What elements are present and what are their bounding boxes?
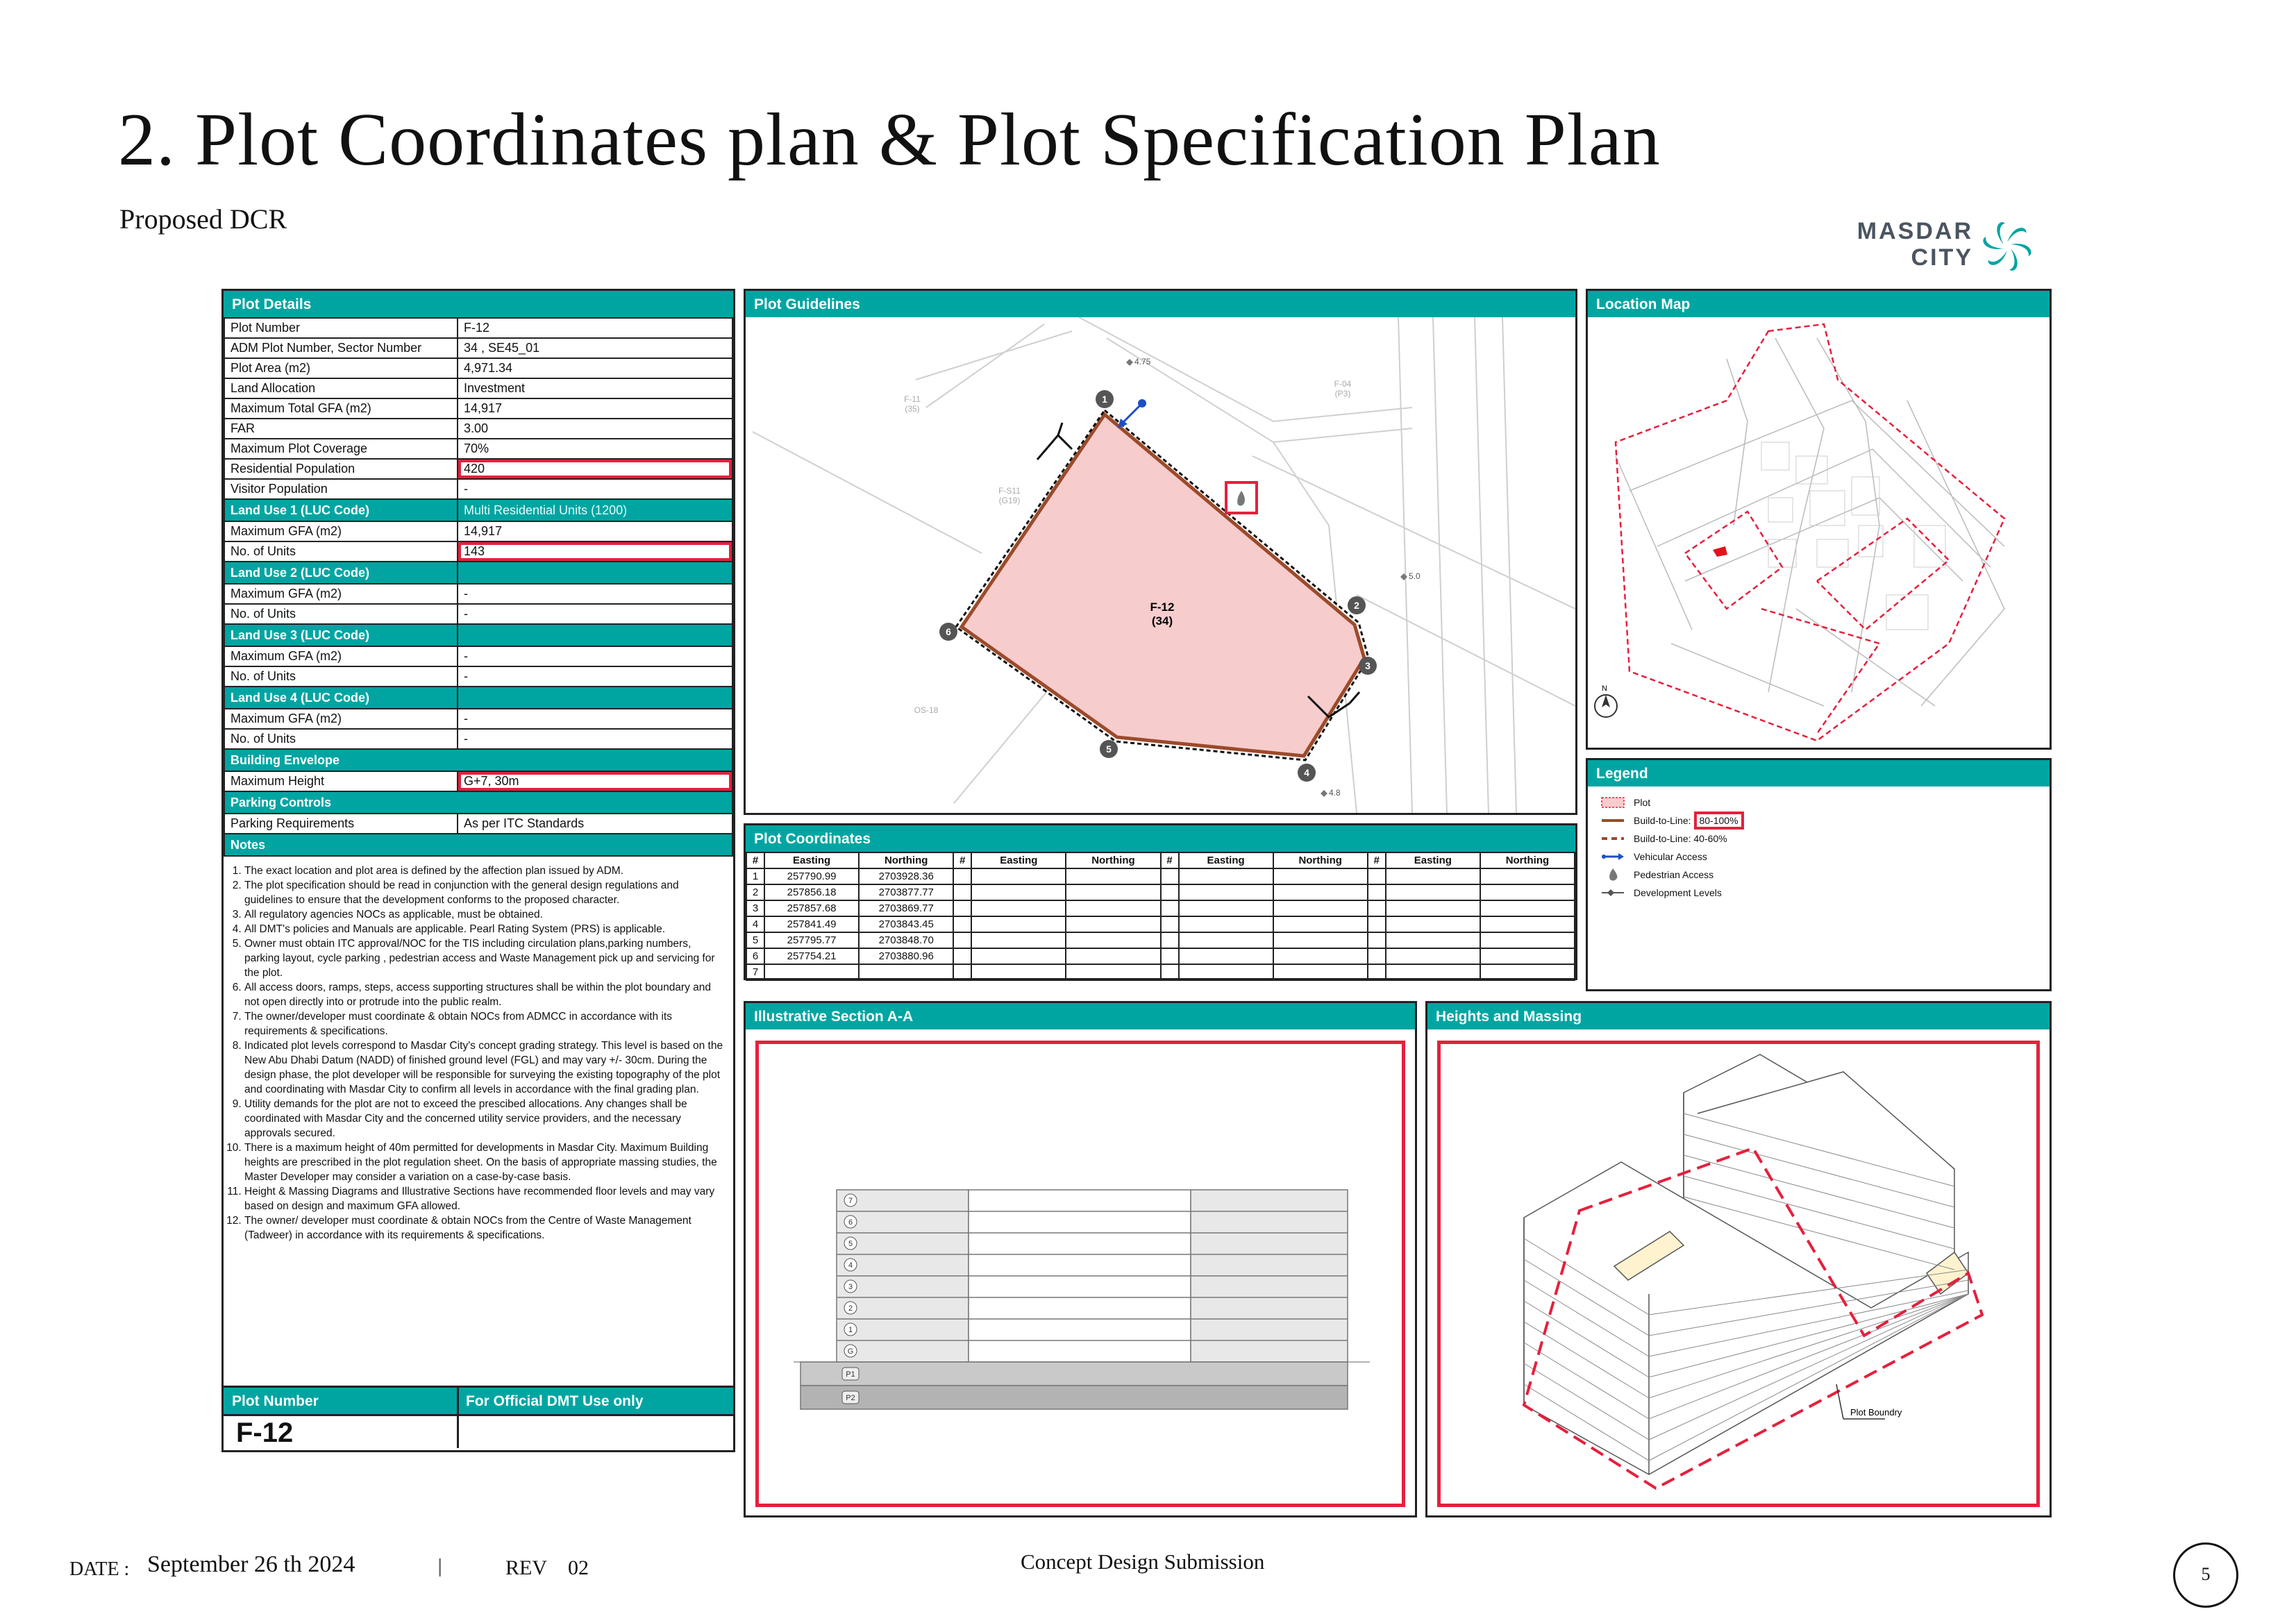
table-row	[224, 358, 732, 378]
official-use-box	[457, 1414, 733, 1448]
coord-northing: 2703848.70	[859, 932, 953, 948]
section-row	[224, 687, 732, 709]
table-row	[224, 419, 732, 439]
land-use-1-code: Multi Residential Units (1200)	[458, 499, 732, 521]
basement-label: P2	[846, 1394, 855, 1402]
row-value: 14,917	[458, 398, 732, 419]
row-label: Maximum GFA (m2)	[224, 646, 458, 666]
table-row	[224, 439, 732, 459]
table-row	[746, 884, 1575, 900]
table-row	[746, 932, 1575, 948]
floor-label: 6	[848, 1218, 853, 1227]
footer-rev-label: REV	[505, 1556, 547, 1579]
note-item: 3. All regulatory agencies NOCs as applicable, must be obtained.	[244, 907, 728, 922]
table-row	[746, 948, 1575, 964]
row-value: -	[458, 479, 732, 499]
table-row	[224, 521, 732, 541]
row-label: No. of Units	[224, 729, 458, 749]
plot-guidelines-heading: Plot Guidelines	[746, 291, 1575, 317]
legend-item	[1588, 866, 2050, 884]
neighbor-label: OS-18	[914, 705, 939, 715]
heights-massing-panel	[1425, 1001, 2052, 1517]
row-value: 4,971.34	[458, 358, 732, 378]
neighbor-label: F-S11	[998, 486, 1021, 496]
column-header: #	[746, 852, 764, 868]
vertex-label: 5	[1106, 743, 1112, 755]
column-header: Northing	[859, 852, 953, 868]
coord-index: 4	[746, 916, 764, 932]
legend-label: Development Levels	[1634, 887, 1722, 898]
neighbor-label: (35)	[905, 404, 920, 414]
row-value: 70%	[458, 439, 732, 459]
table-row	[224, 584, 732, 604]
coordinates-table	[746, 852, 1575, 981]
section-row	[224, 749, 732, 771]
table-row	[224, 729, 732, 749]
legend-label: Build-to-Line:	[1634, 815, 1691, 826]
note-item: 5. Owner must obtain ITC approval/NOC for the TIS including circulation plans,parking numbers, parking layout, cycle parking , pedestrian access and Waste Management pick up and servicing for the plot.	[244, 936, 728, 980]
footer-date-label: DATE :	[69, 1558, 130, 1580]
row-label: Parking Requirements	[224, 814, 458, 834]
row-value: -	[458, 709, 732, 729]
plot-guidelines-map	[746, 317, 1575, 813]
table-row	[224, 604, 732, 624]
plot-number-value: F-12	[224, 1414, 457, 1448]
floor-label: 4	[848, 1261, 853, 1270]
column-header: Easting	[764, 852, 859, 868]
floor-label: 2	[848, 1304, 853, 1313]
table-row	[746, 964, 1575, 980]
location-map-panel	[1586, 289, 2052, 750]
row-label: Plot Number	[224, 318, 458, 338]
massing-frame	[1437, 1041, 2040, 1507]
legend-item	[1588, 884, 2050, 902]
coord-index: 5	[746, 932, 764, 948]
row-value: As per ITC Standards	[458, 814, 732, 834]
table-row	[224, 666, 732, 687]
section-row	[224, 562, 732, 584]
table-header-row	[746, 852, 1575, 868]
section-heading: Illustrative Section A-A	[746, 1003, 1415, 1029]
row-label: Maximum GFA (m2)	[224, 521, 458, 541]
legend-item	[1588, 848, 2050, 866]
land-use-3-heading: Land Use 3 (LUC Code)	[224, 624, 458, 646]
row-value: -	[458, 584, 732, 604]
coord-northing: 2703928.36	[859, 868, 953, 884]
footer-date: September 26 th 2024	[147, 1551, 355, 1577]
row-label: Maximum GFA (m2)	[224, 709, 458, 729]
table-row	[224, 318, 732, 338]
floor-label: 5	[848, 1240, 853, 1248]
table-row	[224, 771, 732, 791]
neighbor-label: F-11	[904, 394, 921, 404]
land-use-2-code	[458, 562, 732, 584]
note-item: 10. There is a maximum height of 40m permitted for developments in Masdar City. Maximum Building heights are prescribed in the plot regulation sheet. On the basis of appropriate massing studies, the Master Developer may consider a variation on a case-by-case basis.	[244, 1141, 728, 1184]
floor-label: 7	[848, 1197, 853, 1205]
table-row	[224, 398, 732, 419]
column-header: Northing	[1066, 852, 1160, 868]
masdar-swirl-icon	[1980, 219, 2034, 274]
row-value: -	[458, 604, 732, 624]
legend-label: Plot	[1634, 797, 1651, 808]
basement-label: P1	[846, 1370, 855, 1379]
units-value: 143	[458, 541, 732, 562]
floor-label: 3	[848, 1283, 853, 1291]
plot-coordinates-panel	[744, 823, 1577, 980]
table-row	[746, 900, 1575, 916]
solid-line-icon	[1598, 814, 1628, 827]
section-row	[224, 624, 732, 646]
column-header: Easting	[971, 852, 1066, 868]
note-item: 8. Indicated plot levels correspond to Masdar City's concept grading strategy. This level is based on the New Abu Dhabi Datum (NADD) of finished ground level (FGL) and may vary +/- 30cm. During the design phase, the plot developer will be responsible for surveying the existing topography of the plot and coordinating with Masdar City to confirm all levels in accordance with the final grading plan.	[244, 1038, 728, 1097]
row-label: No. of Units	[224, 541, 458, 562]
table-row	[224, 338, 732, 358]
official-use-label: For Official DMT Use only	[457, 1388, 733, 1414]
column-header: #	[953, 852, 971, 868]
parking-heading: Parking Controls	[224, 791, 732, 814]
page-number: 5	[2173, 1542, 2238, 1608]
column-header: #	[1161, 852, 1179, 868]
coord-index: 3	[746, 900, 764, 916]
pedestrian-access-icon	[1226, 482, 1257, 513]
row-value: 34 , SE45_01	[458, 338, 732, 358]
page-subtitle: Proposed DCR	[119, 203, 287, 235]
neighbor-label: (P3)	[1334, 389, 1351, 398]
table-row	[746, 916, 1575, 932]
coord-northing	[859, 964, 953, 980]
table-row	[224, 479, 732, 499]
land-use-4-code	[458, 687, 732, 709]
footer-submission: Concept Design Submission	[1021, 1549, 1265, 1574]
legend-list	[1588, 787, 2050, 902]
row-label: Visitor Population	[224, 479, 458, 499]
column-header: Northing	[1273, 852, 1368, 868]
note-item: 2. The plot specification should be read in conjunction with the general design regulations and guidelines to ensure that the development conforms to the proposed character.	[244, 878, 728, 907]
neighbor-label: (G19)	[998, 496, 1021, 505]
legend-item	[1588, 830, 2050, 848]
row-label: Maximum Height	[224, 771, 458, 791]
max-height-value: G+7, 30m	[458, 771, 732, 791]
vertex-label: 6	[946, 626, 951, 637]
legend-label: Vehicular Access	[1634, 851, 1707, 862]
note-item: 4. All DMT's policies and Manuals are applicable. Pearl Rating System (PRS) is applicable.	[244, 922, 728, 936]
row-label: Maximum Total GFA (m2)	[224, 398, 458, 419]
level-value: 5.0	[1409, 571, 1421, 581]
legend-tag: 80-100%	[1694, 812, 1744, 830]
coord-easting: 257857.68	[764, 900, 859, 916]
table-row	[224, 709, 732, 729]
notes-list	[224, 857, 733, 1243]
plot-label: F-12	[1150, 600, 1175, 614]
coord-index: 2	[746, 884, 764, 900]
land-use-2-heading: Land Use 2 (LUC Code)	[224, 562, 458, 584]
coord-easting: 257856.18	[764, 884, 859, 900]
footer-rev: 02	[568, 1556, 589, 1579]
coord-northing: 2703869.77	[859, 900, 953, 916]
legend-heading: Legend	[1588, 760, 2050, 787]
plot-number-label: Plot Number	[224, 1388, 457, 1414]
note-item: 6. All access doors, ramps, steps, access supporting structures shall be within the plot boundary and not open directly into or protrude into the public realm.	[244, 980, 728, 1009]
row-label: Land Allocation	[224, 378, 458, 398]
dashed-line-icon	[1598, 832, 1628, 846]
note-item: 7. The owner/developer must coordinate & obtain NOCs from ADMCC in accordance with its requirements & specifications.	[244, 1009, 728, 1038]
section-row	[224, 499, 732, 521]
note-item: 12. The owner/ developer must coordinate & obtain NOCs from the Centre of Waste Management (Tadweer) in accordance with its requirements & specifications.	[244, 1213, 728, 1243]
row-label: Residential Population	[224, 459, 458, 479]
section-row	[224, 791, 732, 814]
logo-line2: CITY	[1911, 244, 1973, 271]
level-value: 4.8	[1329, 788, 1341, 798]
land-use-3-code	[458, 624, 732, 646]
level-value: 4.75	[1134, 357, 1151, 367]
arrow-icon	[1598, 850, 1628, 864]
plot-number-box	[224, 1386, 733, 1450]
table-row	[224, 814, 732, 834]
illustrative-section-panel	[744, 1001, 1417, 1517]
coord-easting: 257795.77	[764, 932, 859, 948]
north-label: N	[1602, 684, 1607, 693]
coord-easting: 257790.99	[764, 868, 859, 884]
row-value: -	[458, 646, 732, 666]
table-row	[746, 868, 1575, 884]
row-label: No. of Units	[224, 666, 458, 687]
row-label: Plot Area (m2)	[224, 358, 458, 378]
row-label: FAR	[224, 419, 458, 439]
land-use-4-heading: Land Use 4 (LUC Code)	[224, 687, 458, 709]
neighbor-label: F-04	[1334, 379, 1352, 389]
level-diamond-icon	[1321, 790, 1327, 797]
note-item: 11. Height & Massing Diagrams and Illustrative Sections have recommended floor levels and may vary based on design and maximum GFA allowed.	[244, 1184, 728, 1213]
notes-heading: Notes	[224, 834, 732, 856]
coord-northing: 2703880.96	[859, 948, 953, 964]
plot-details-table	[224, 317, 733, 857]
plot-hatch-icon	[1598, 796, 1628, 809]
plot-guidelines-panel	[744, 289, 1577, 815]
plot-coordinates-heading: Plot Coordinates	[746, 825, 1575, 852]
row-value: F-12	[458, 318, 732, 338]
coord-index: 6	[746, 948, 764, 964]
table-row	[224, 378, 732, 398]
table-row	[224, 459, 732, 479]
diamond-icon	[1598, 886, 1628, 900]
footer-separator: |	[437, 1555, 443, 1576]
coord-easting: 257841.49	[764, 916, 859, 932]
coord-easting: 257754.21	[764, 948, 859, 964]
masdar-city-logo	[1840, 217, 2048, 272]
plot-sub-label: (34)	[1151, 614, 1173, 628]
row-value: Investment	[458, 378, 732, 398]
row-label: No. of Units	[224, 604, 458, 624]
section-frame	[755, 1041, 1405, 1507]
coord-northing: 2703877.77	[859, 884, 953, 900]
legend-panel	[1586, 758, 2052, 991]
massing-callout: Plot Boundry	[1850, 1407, 1902, 1418]
level-diamond-icon	[1126, 359, 1133, 366]
page-title: 2. Plot Coordinates plan & Plot Specification Plan	[118, 99, 1661, 181]
legend-item	[1588, 793, 2050, 812]
table-row	[224, 646, 732, 666]
logo-line1: MASDAR	[1857, 218, 1973, 244]
plot-details-panel	[221, 289, 735, 1452]
column-header: #	[1368, 852, 1386, 868]
massing-heading: Heights and Massing	[1427, 1003, 2050, 1029]
column-header: Easting	[1179, 852, 1273, 868]
plot-location-marker	[1713, 546, 1727, 557]
plot-polygon	[962, 414, 1364, 756]
row-value: 3.00	[458, 419, 732, 439]
section-drawing	[759, 1044, 1406, 1508]
vehicular-access-arrow-icon	[1118, 399, 1146, 428]
coord-easting	[764, 964, 859, 980]
floor-label: 1	[848, 1326, 853, 1334]
row-value: -	[458, 666, 732, 687]
vertex-label: 2	[1354, 600, 1359, 611]
coord-index: 7	[746, 964, 764, 980]
coord-index: 1	[746, 868, 764, 884]
legend-label: Pedestrian Access	[1634, 869, 1714, 880]
row-label: Maximum Plot Coverage	[224, 439, 458, 459]
row-value: -	[458, 729, 732, 749]
column-header: Easting	[1386, 852, 1480, 868]
note-item: 1. The exact location and plot area is defined by the affection plan issued by ADM.	[244, 864, 728, 878]
legend-item	[1588, 812, 2050, 830]
column-header: Northing	[1480, 852, 1575, 868]
drop-icon	[1598, 868, 1628, 882]
building-envelope-heading: Building Envelope	[224, 749, 732, 771]
row-label: Maximum GFA (m2)	[224, 584, 458, 604]
vertex-label: 3	[1365, 660, 1371, 671]
location-map	[1588, 317, 2050, 748]
table-row	[224, 541, 732, 562]
floor-label: G	[847, 1347, 854, 1356]
vertex-label: 1	[1102, 394, 1107, 405]
vertex-label: 4	[1304, 767, 1309, 778]
section-row	[224, 834, 732, 856]
land-use-1-heading: Land Use 1 (LUC Code)	[224, 499, 458, 521]
legend-label: Build-to-Line: 40-60%	[1634, 833, 1727, 844]
residential-population-value: 420	[458, 459, 732, 479]
massing-drawing	[1441, 1044, 2041, 1508]
coord-northing: 2703843.45	[859, 916, 953, 932]
note-item: 9. Utility demands for the plot are not to exceed the prescibed allocations. Any changes shall be coordinated with Masdar City and the concerned utility service providers, and the necessary approvals secured.	[244, 1097, 728, 1141]
row-label: ADM Plot Number, Sector Number	[224, 338, 458, 358]
plot-details-heading: Plot Details	[224, 291, 733, 317]
location-map-heading: Location Map	[1588, 291, 2050, 317]
row-value: 14,917	[458, 521, 732, 541]
